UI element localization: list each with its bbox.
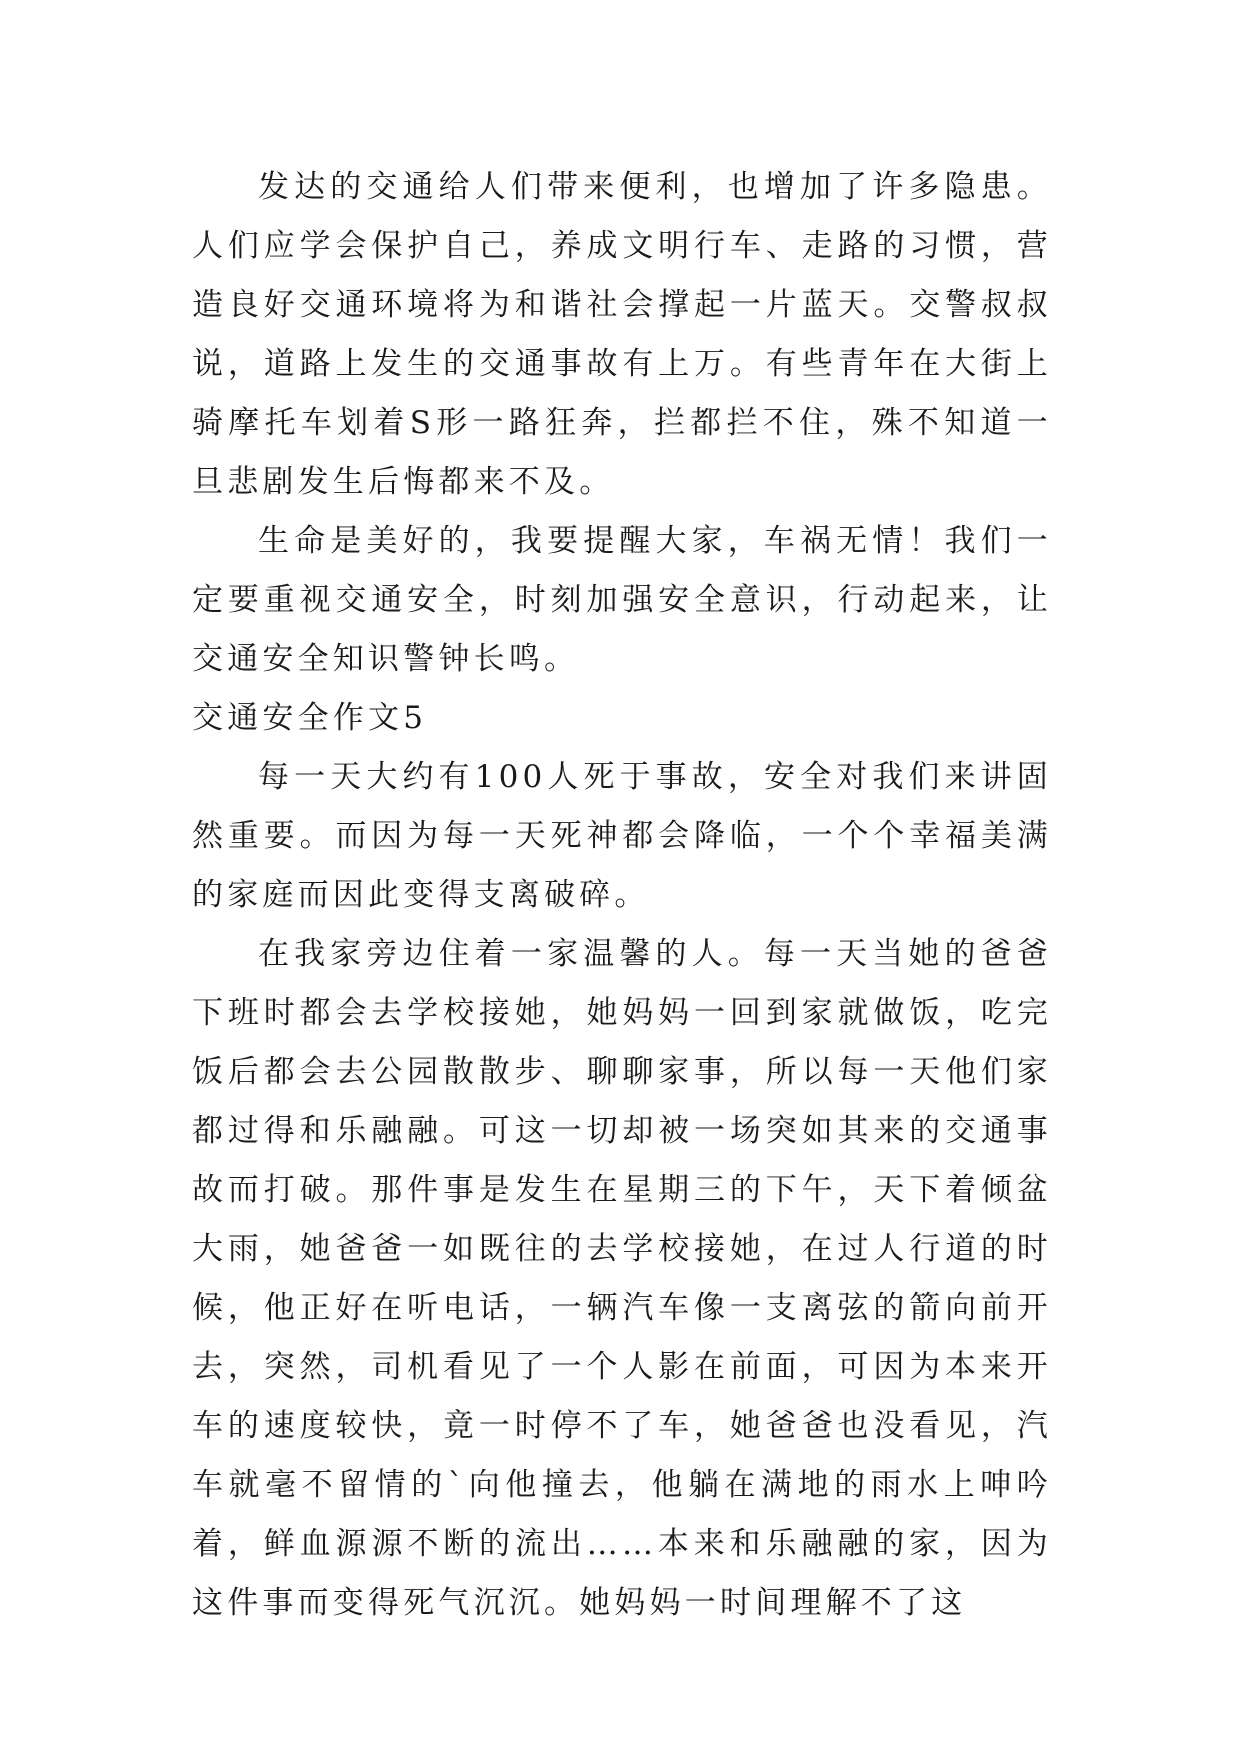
paragraph-daily-deaths: 每一天大约有100人死于事故，安全对我们来讲固然重要。而因为每一天死神都会降临，一个个幸福美满的家庭而因此变得支离破碎。	[192, 759, 1052, 913]
paragraph-traffic-hazards: 发达的交通给人们带来便利，也增加了许多隐患。人们应学会保护自己，养成文明行车、走路的习惯，营造良好交通环境将为和谐社会撑起一片蓝天。交警叔叔说，道路上发生的交通事故有上万。有些青年在大街上骑摩托车划着S形一路狂奔，拦都拦不住，殊不知道一旦悲剧发生后悔都来不及。	[192, 169, 1052, 500]
section-heading: 交通安全作文5	[192, 700, 428, 736]
document-page	[192, 158, 1052, 1633]
paragraph-neighbor-story: 在我家旁边住着一家温馨的人。每一天当她的爸爸下班时都会去学校接她，她妈妈一回到家就做饭，吃完饭后都会去公园散散步、聊聊家事，所以每一天他们家都过得和乐融融。可这一切却被一场突如其来的交通事故而打破。那件事是发生在星期三的下午，天下着倾盆大雨，她爸爸一如既往的去学校接她，在过人行道的时候，他正好在听电话，一辆汽车像一支离弦的箭向前开去，突然，司机看见了一个人影在前面，可因为本来开车的速度较快，竟一时停不了车，她爸爸也没看见，汽车就毫不留情的`向他撞去，他躺在满地的雨水上呻吟着，鲜血源源不断的流出……本来和乐融融的家，因为这件事而变得死气沉沉。她妈妈一时间理解不了这	[192, 936, 1052, 1621]
paragraph-life-reminder: 生命是美好的，我要提醒大家，车祸无情！我们一定要重视交通安全，时刻加强安全意识，行动起来，让交通安全知识警钟长鸣。	[192, 523, 1052, 677]
